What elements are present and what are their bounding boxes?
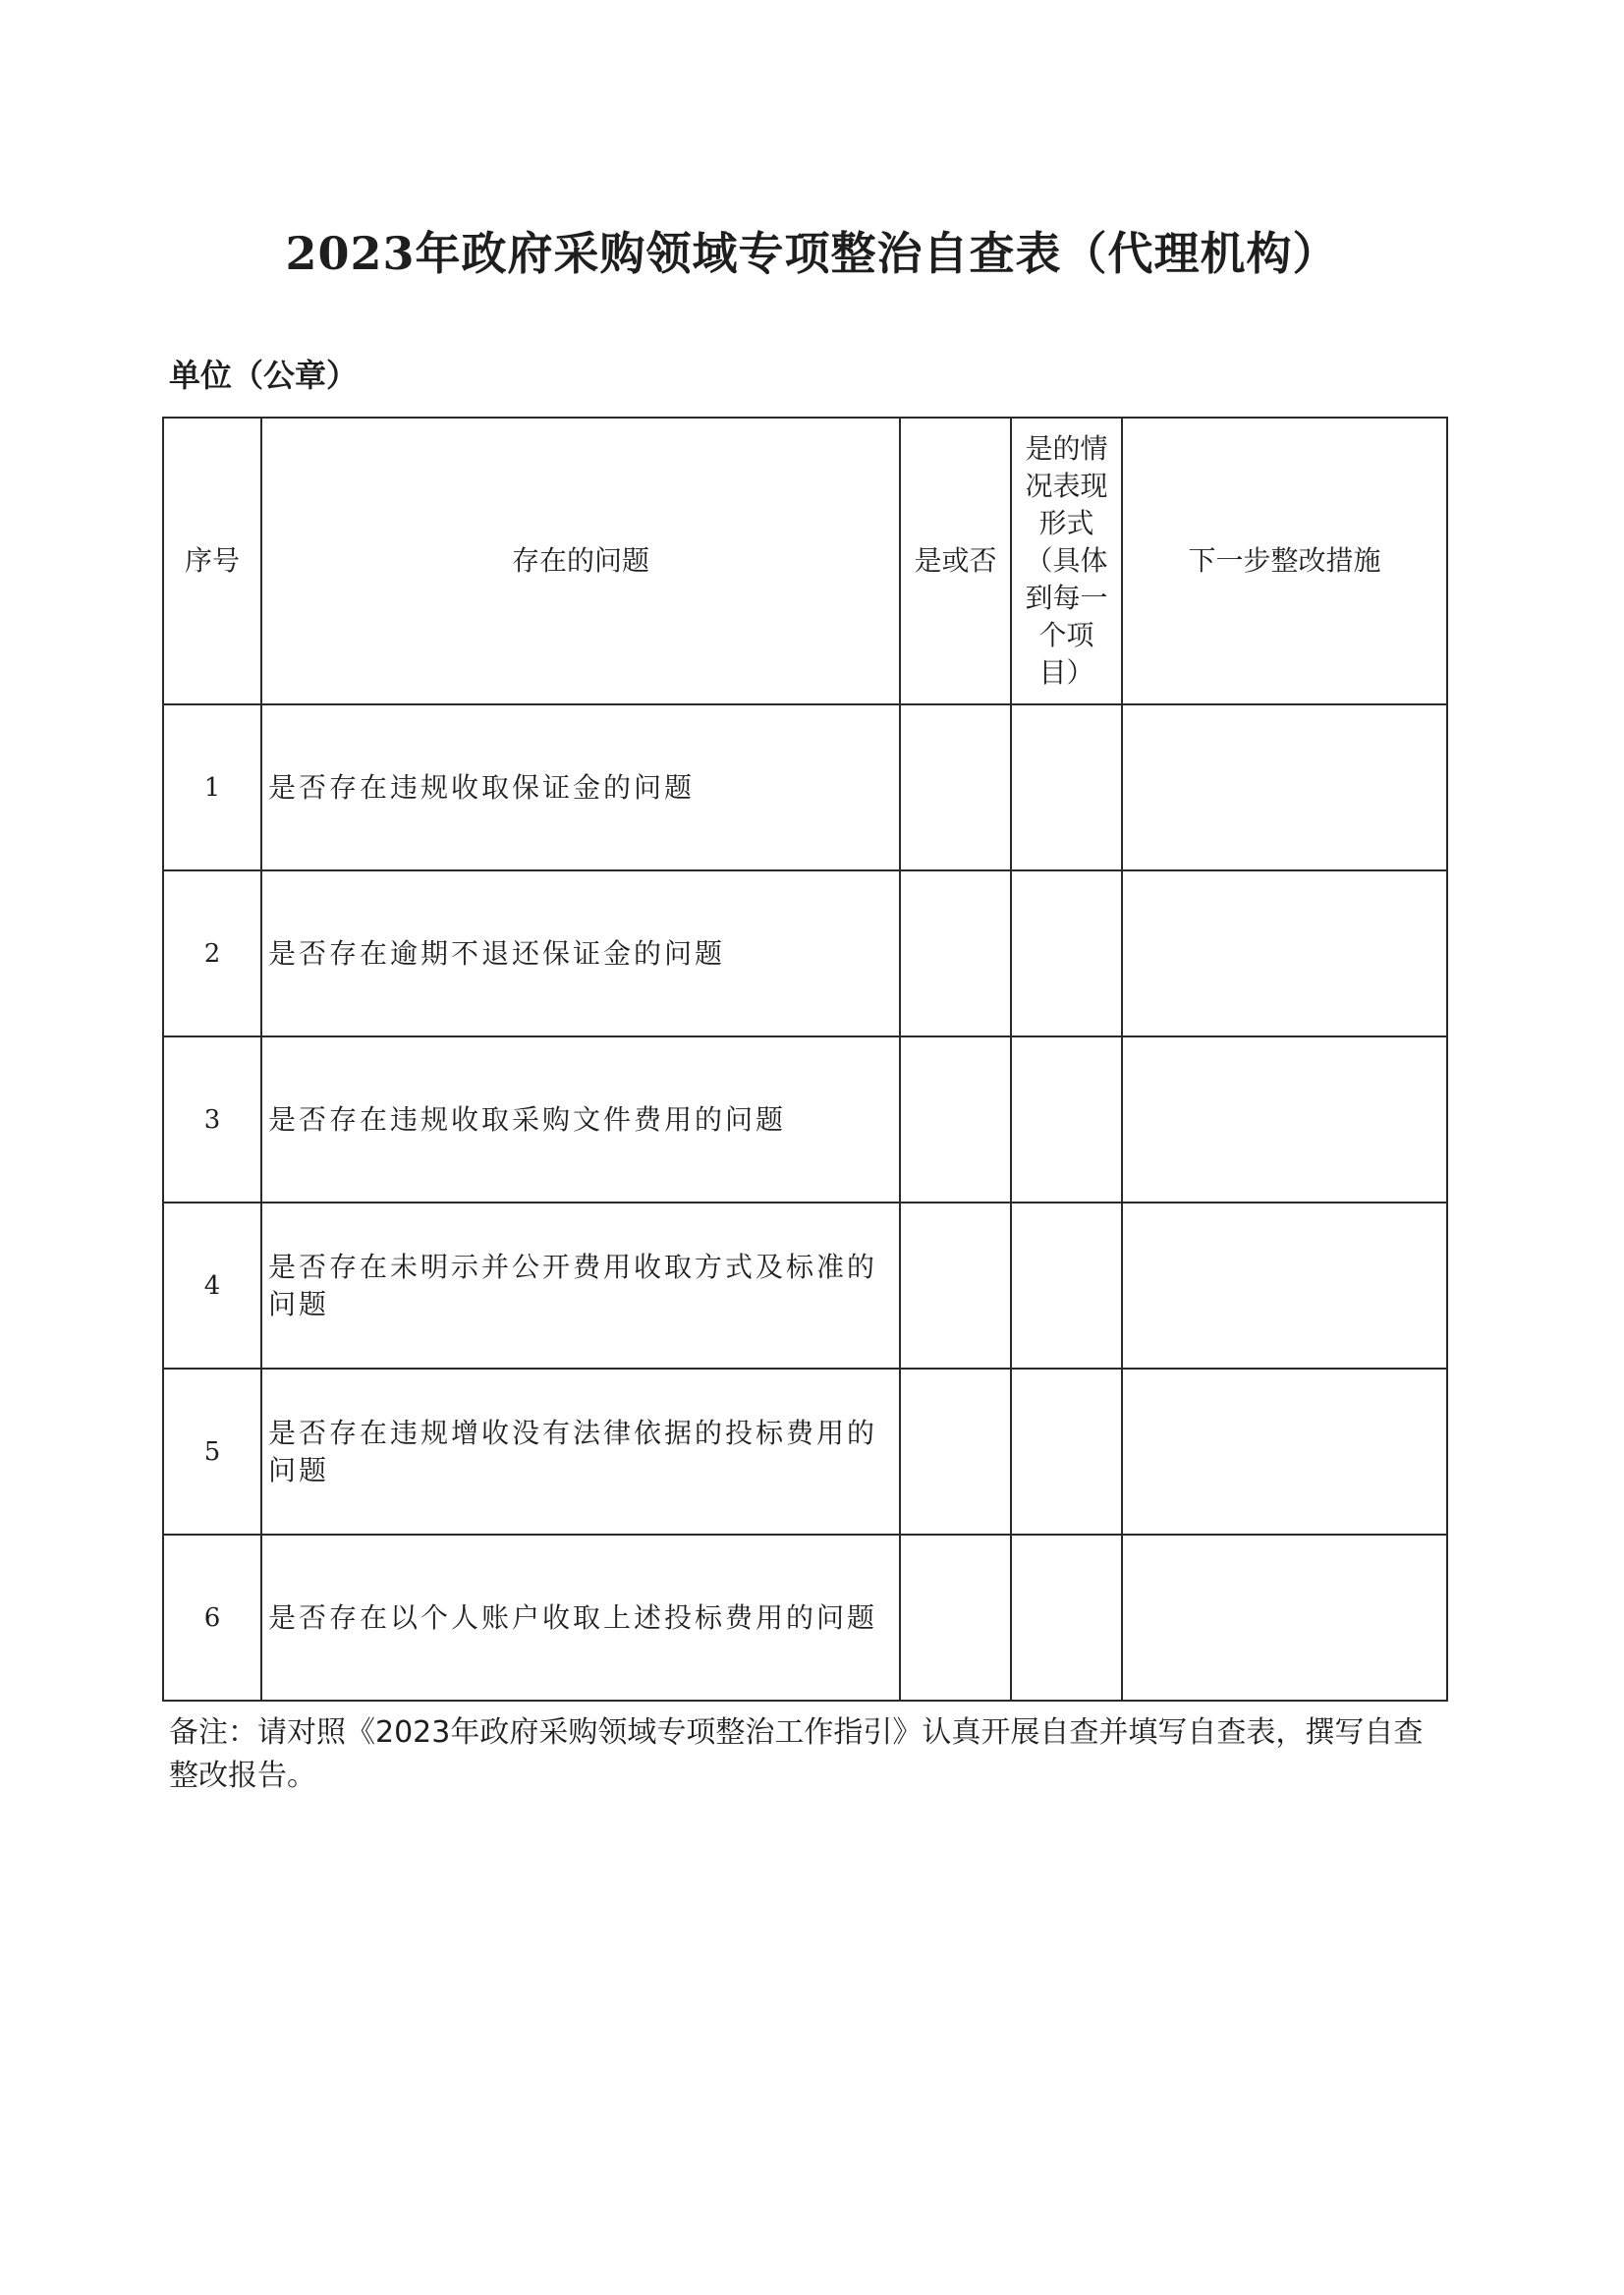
row-seq: 5 — [163, 1369, 261, 1535]
row-measures-cell[interactable] — [1122, 870, 1447, 1036]
header-measures: 下一步整改措施 — [1122, 418, 1447, 704]
row-issue: 是否存在违规增收没有法律依据的投标费用的问题 — [261, 1369, 900, 1535]
row-seq: 1 — [163, 704, 261, 870]
self-check-table — [162, 417, 1448, 1702]
row-yes-no-cell[interactable] — [900, 1036, 1011, 1203]
table-row — [163, 1203, 1447, 1369]
row-issue: 是否存在以个人账户收取上述投标费用的问题 — [261, 1535, 900, 1701]
table-row — [163, 1369, 1447, 1535]
row-seq: 3 — [163, 1036, 261, 1203]
row-details-cell[interactable] — [1011, 1203, 1122, 1369]
row-details-cell[interactable] — [1011, 1036, 1122, 1203]
header-details: 是的情况表现形式（具体到每一个项目） — [1011, 418, 1122, 704]
row-measures-cell[interactable] — [1122, 1203, 1447, 1369]
row-yes-no-cell[interactable] — [900, 704, 1011, 870]
row-measures-cell[interactable] — [1122, 704, 1447, 870]
row-yes-no-cell[interactable] — [900, 1203, 1011, 1369]
row-seq: 2 — [163, 870, 261, 1036]
header-issue: 存在的问题 — [261, 418, 900, 704]
row-issue: 是否存在逾期不退还保证金的问题 — [261, 870, 900, 1036]
row-details-cell[interactable] — [1011, 704, 1122, 870]
unit-seal-label: 单位（公章） — [169, 357, 359, 394]
table-header-row — [163, 418, 1447, 704]
row-yes-no-cell[interactable] — [900, 870, 1011, 1036]
row-measures-cell[interactable] — [1122, 1369, 1447, 1535]
row-measures-cell[interactable] — [1122, 1535, 1447, 1701]
header-seq: 序号 — [163, 418, 261, 704]
page-title: 2023年政府采购领域专项整治自查表（代理机构） — [285, 227, 1339, 280]
row-details-cell[interactable] — [1011, 1369, 1122, 1535]
header-yes-no: 是或否 — [900, 418, 1011, 704]
row-measures-cell[interactable] — [1122, 1036, 1447, 1203]
row-seq: 4 — [163, 1203, 261, 1369]
table-row — [163, 1036, 1447, 1203]
table-row — [163, 1535, 1447, 1701]
row-yes-no-cell[interactable] — [900, 1535, 1011, 1701]
row-issue: 是否存在违规收取保证金的问题 — [261, 704, 900, 870]
row-issue: 是否存在违规收取采购文件费用的问题 — [261, 1036, 900, 1203]
row-details-cell[interactable] — [1011, 1535, 1122, 1701]
row-yes-no-cell[interactable] — [900, 1369, 1011, 1535]
row-seq: 6 — [163, 1535, 261, 1701]
table-row — [163, 870, 1447, 1036]
row-issue: 是否存在未明示并公开费用收取方式及标准的问题 — [261, 1203, 900, 1369]
table-row — [163, 704, 1447, 870]
footnote-remark: 备注：请对照《2023年政府采购领域专项整治工作指引》认真开展自查并填写自查表，撰写自查整改报告。 — [169, 1715, 1424, 1793]
row-details-cell[interactable] — [1011, 870, 1122, 1036]
